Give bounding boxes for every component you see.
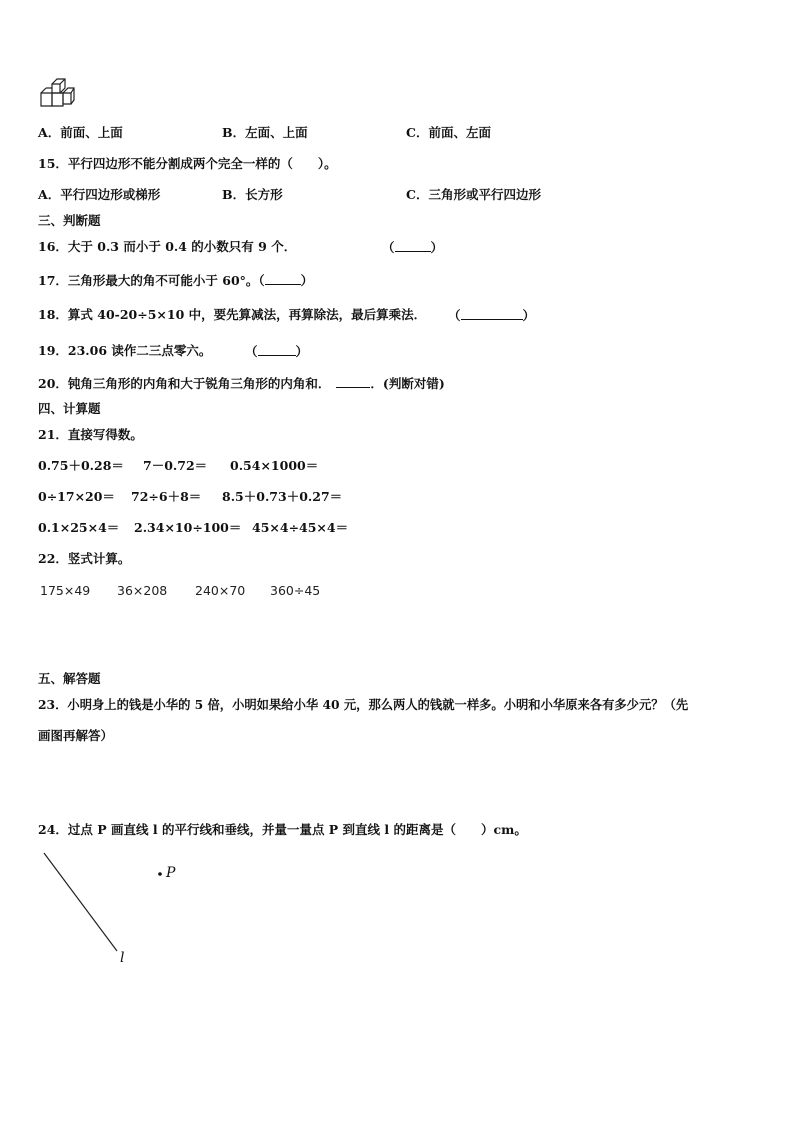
q21-r2-c2: 72÷6＋8＝: [131, 489, 202, 504]
q17-text: 17．三角形最大的角不可能小于 60°。（: [38, 273, 265, 288]
line-l-label: l: [120, 950, 125, 966]
q19-text: 19．23.06 读作二三点零六。: [38, 343, 212, 358]
q22-item-2: 36×208: [117, 583, 168, 598]
q19-paren-left: （: [245, 344, 258, 359]
q19-paren-right: ）: [295, 344, 309, 359]
section-3-title: 三、判断题: [38, 213, 101, 228]
q24-stem: 24．过点 P 画直线 l 的平行线和垂线，并量一量点 P 到直线 l 的距离是（ ）cm。: [38, 822, 527, 837]
q22-stem: 22．竖式计算。: [38, 551, 131, 566]
point-p[interactable]: [158, 872, 162, 876]
section-5-title: 五、解答题: [38, 671, 101, 686]
q21-r2-c1: 0÷17×20＝: [38, 489, 115, 504]
q16-text: 16．大于 0.3 而小于 0.4 的小数只有 9 个．: [38, 239, 297, 254]
q21-r3-c3: 45×4÷45×4＝: [252, 520, 349, 535]
q15-stem: 15．平行四边形不能分割成两个完全一样的（ ）。: [38, 156, 337, 171]
q15-option-a: A．平行四边形或梯形: [38, 187, 161, 202]
q23-line-2: 画图再解答）: [38, 728, 114, 743]
q14-option-a: A．前面、上面: [38, 125, 123, 140]
q14-option-c: C．前面、左面: [406, 125, 491, 140]
q20-text: 20．钝角三角形的内角和大于锐角三角形的内角和．: [38, 376, 331, 391]
q22-item-3: 240×70: [195, 583, 246, 598]
q15-option-c: C．三角形或平行四边形: [406, 187, 541, 202]
q16-paren-left: （: [382, 240, 395, 255]
q20-suffix: ．(判断对错): [370, 376, 445, 391]
section-4-title: 四、计算题: [38, 401, 101, 416]
q18-paren-left: （: [448, 308, 461, 323]
q15-option-b: B．长方形: [222, 187, 283, 202]
q23-line-1: 23．小明身上的钱是小华的 5 倍，小明如果给小华 40 元，那么两人的钱就一样多。小明和小华原来各有多少元？（先: [38, 697, 689, 712]
q16-paren-right: ）: [430, 240, 444, 255]
q18-paren-right: ）: [522, 308, 536, 323]
point-p-label: P: [166, 865, 176, 881]
q21-r3-c2: 2.34×10÷100＝: [134, 520, 242, 535]
q21-r1-c3: 0.54×1000＝: [230, 458, 319, 473]
q17-paren-right: ）: [300, 273, 314, 288]
q22-item-1: 175×49: [40, 583, 91, 598]
q21-r1-c1: 0.75＋0.28＝: [38, 458, 124, 473]
q14-option-b: B．左面、上面: [222, 125, 308, 140]
q21-r3-c1: 0.1×25×4＝: [38, 520, 120, 535]
q21-r2-c3: 8.5＋0.73＋0.27＝: [222, 489, 343, 504]
q21-r1-c2: 7－0.72＝: [143, 458, 208, 473]
q22-item-4: 360÷45: [270, 583, 321, 598]
q18-text: 18．算式 40-20÷5×10 中，要先算减法，再算除法，最后算乘法．: [38, 307, 427, 322]
q21-stem: 21．直接写得数。: [38, 427, 143, 442]
line-l[interactable]: [44, 853, 117, 951]
